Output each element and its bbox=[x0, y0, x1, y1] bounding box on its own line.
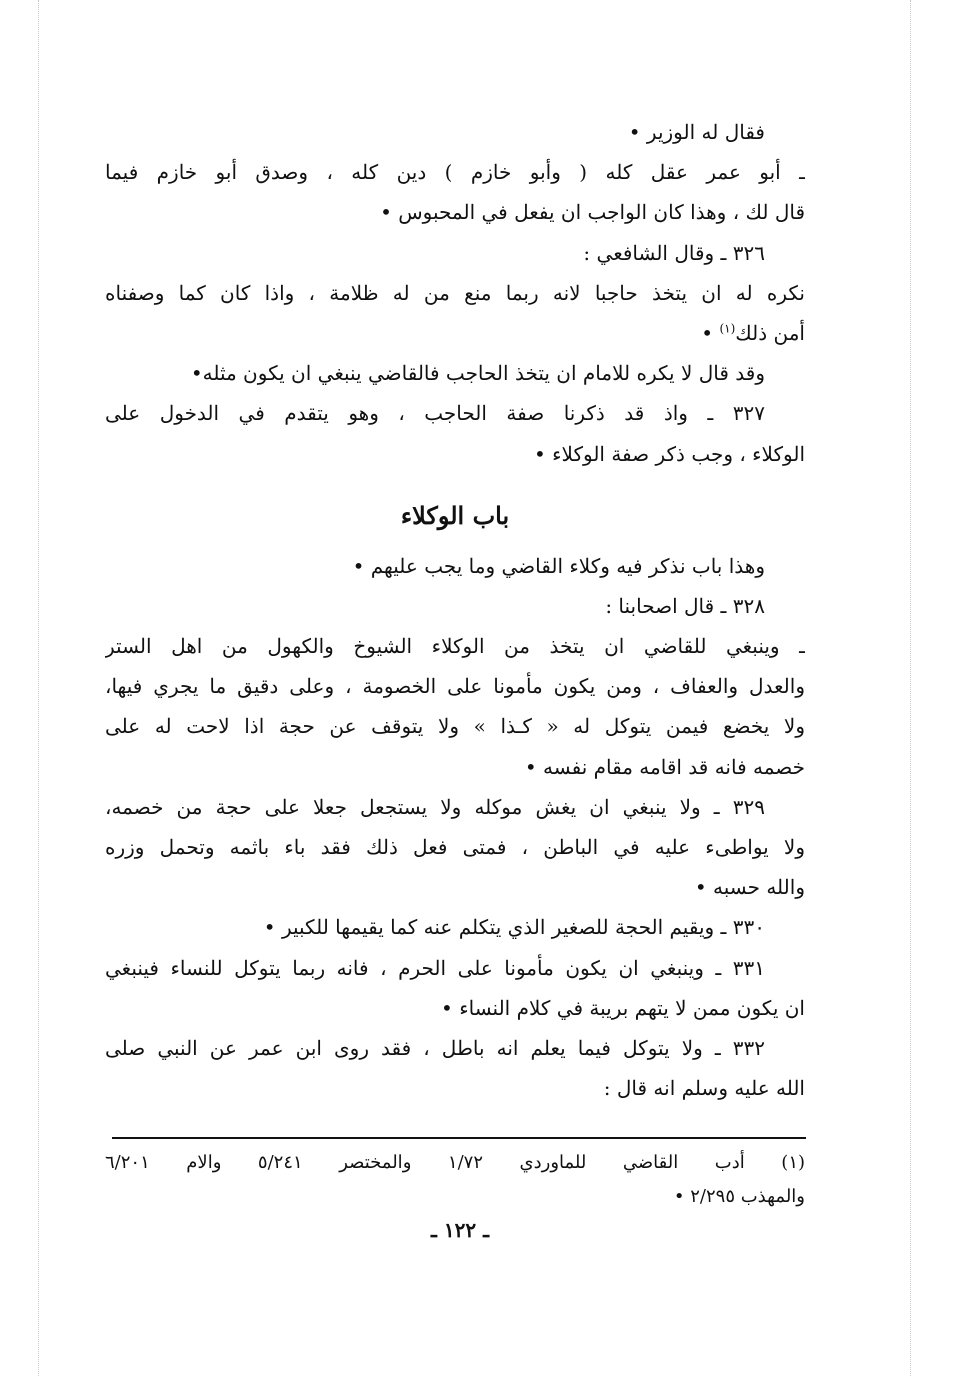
section-heading: باب الوكلاء bbox=[400, 500, 510, 530]
page-number: ـ ١٢٢ ـ bbox=[431, 1218, 489, 1242]
left-scan-margin-dots bbox=[38, 0, 39, 1376]
text-line: فقال له الوزير • bbox=[628, 120, 765, 144]
text-line: ولا يخضع فيمن يتوكل له « كـذا » ولا يتوقف عن حجة اذا لاحت له على bbox=[105, 714, 805, 739]
paragraph-number-line: ٣٢٨ ـ قال اصحابنا : bbox=[605, 593, 765, 618]
text-line: ان يكون ممن لا يتهم بريبة في كلام النساء • bbox=[441, 995, 805, 1020]
paragraph-number-line: ٣٣١ ـ وينبغي ان يكون مأمونا على الحرم ، فانه ربما يتوكل للنساء فينبغي bbox=[105, 955, 765, 980]
right-scan-margin-dots bbox=[910, 0, 911, 1376]
paragraph-number-line: ٣٣٠ ـ ويقيم الحجة للصغير الذي يتكلم عنه كما يقيمها للكبير • bbox=[263, 915, 765, 940]
footnote-line: والمهذب ٢/٢٩٥ • bbox=[673, 1186, 805, 1207]
text-line: ـ أبو عمر عقل كله ( وأبو خازم ) دين كله ، وصدق أبو خازم فيما bbox=[105, 160, 805, 185]
text-fragment: أمن ذلك bbox=[735, 320, 805, 345]
text-line: والله حسبه • bbox=[694, 875, 805, 900]
text-line: الوكلاء ، وجب ذكر صفة الوكلاء • bbox=[533, 441, 805, 466]
text-line: الله عليه وسلم انه قال : bbox=[603, 1076, 805, 1101]
footnote-line: (١) أدب القاضي للماوردي ١/٧٢ والمختصر ٥/٢٤١ والام ٦/٢٠١ bbox=[105, 1152, 805, 1173]
paragraph-number-line: ٣٢٩ ـ ولا ينبغي ان يغش موكله ولا يستجعل جعلا على حجة من خصمه، bbox=[105, 794, 766, 819]
text-line-with-footnote: أمن ذلك$^{(١)}$ • bbox=[701, 320, 805, 345]
footnote-block bbox=[105, 1146, 805, 1214]
footnote-separator-rule bbox=[112, 1137, 806, 1139]
text-line: والعدل والعفاف ، ومن يكون مأمونا على الخصومة ، وعلى دقيق ما يجري فيها، bbox=[105, 674, 805, 699]
main-text-block bbox=[105, 112, 805, 1108]
text-line: وهذا باب نذكر فيه وكلاء القاضي وما يجب عليهم • bbox=[352, 553, 765, 578]
text-line: وقد قال لا يكره للامام ان يتخذ الحاجب فالقاضي ينبغي ان يكون مثله• bbox=[190, 361, 765, 386]
text-line: قال لك ، وهذا كان الواجب ان يفعل في المحبوس • bbox=[380, 200, 805, 225]
text-line: ـ وينبغي للقاضي ان يتخذ من الوكلاء الشيوخ والكهول من اهل الستر bbox=[105, 634, 805, 659]
text-line: نكره له ان يتخذ حاجبا لانه ربما منع من له ظلامة ، واذا كان كما وصفناه bbox=[105, 280, 805, 305]
text-line: ولا يواطىء عليه في الباطن ، فمتى فعل ذلك فقد باء باثمه وتحمل وزره bbox=[105, 835, 805, 859]
paragraph-number-line: ٣٣٢ ـ ولا يتوكل فيما يعلم انه باطل ، فقد روى ابن عمر عن النبي صلى bbox=[105, 1035, 765, 1060]
paragraph-number-line: ٣٢٦ ـ وقال الشافعي : bbox=[583, 240, 765, 265]
paragraph-number-line: ٣٢٧ ـ واذ قد ذكرنا صفة الحاجب ، وهو يتقدم في الدخول على bbox=[105, 401, 765, 426]
text-line: خصمه فانه قد اقامه مقام نفسه • bbox=[524, 754, 805, 779]
footnote-marker: (١) bbox=[719, 321, 736, 336]
